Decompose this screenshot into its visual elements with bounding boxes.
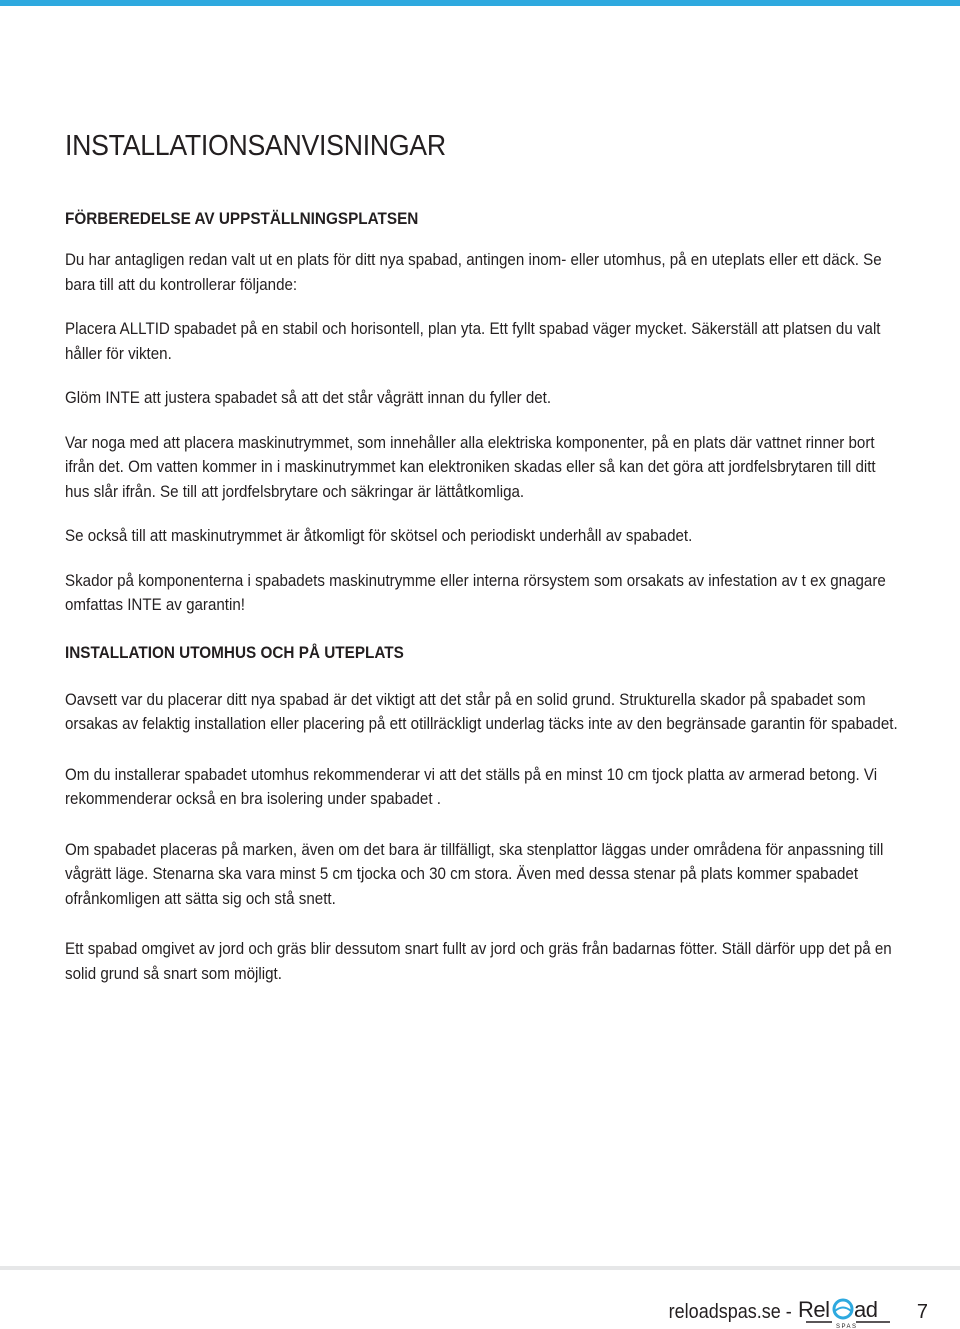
page-number: 7 (916, 1300, 928, 1323)
page-title: INSTALLATIONSANVISNINGAR (65, 130, 446, 162)
paragraph: Oavsett var du placerar ditt nya spabad är det viktigt att det står på en solid grund. Strukturella skador på spabadet som orsakas av felaktig installation eller placering på ett otillräckligt underlag täcks inte av den begränsade garantin för spabadet. (65, 689, 898, 733)
reload-spas-logo (798, 1295, 893, 1329)
paragraph: Skador på komponenterna i spabadets maskinutrymme eller interna rörsystem som orsakats av infestation av t ex gnagare omfattas INTE av garantin! (65, 570, 886, 614)
paragraph: Om du installerar spabadet utomhus rekommenderar vi att det ställs på en minst 10 cm tjock platta av armerad betong. Vi rekommenderar också en bra isolering under spabadet . (65, 764, 878, 808)
paragraph: Se också till att maskinutrymmet är åtkomligt för skötsel och periodiskt underhåll av spabadet. (65, 526, 693, 545)
paragraph: Du har antagligen redan valt ut en plats för ditt nya spabad, antingen inom- eller utomhus, på en uteplats eller ett däck. Se bara till att du kontrollerar följande: (65, 250, 882, 294)
paragraph: Ett spabad omgivet av jord och gräs blir dessutom snart fullt av jord och gräs från badarnas fötter. Ställ därför upp det på en solid grund så snart som möjligt. (65, 939, 892, 983)
svg-text:ad: ad (853, 1297, 878, 1322)
logo-sub-text: SPAS (835, 1324, 858, 1329)
website-link[interactable]: reloadspas.se - (668, 1300, 792, 1323)
logo-text-left: Rel (797, 1297, 830, 1322)
paragraph: Var noga med att placera maskinutrymmet, som innehåller alla elektriska komponenter, på en plats där vattnet rinner bort ifrån det. Om vatten kommer in i maskinutrymmet kan elektroniken skadas eller så kan det göra att jordfelsbrytaren till ditt hus slår ifrån. Se till att jordfelsbrytare och säkringar är lättåtkomliga. (65, 432, 876, 501)
paragraph: Placera ALLTID spabadet på en stabil och horisontell, plan yta. Ett fyllt spabad väger mycket. Säkerställ att platsen du valt håller för vikten. (65, 319, 881, 363)
paragraph: Glöm INTE att justera spabadet så att det står vågrätt innan du fyller det. (65, 388, 552, 407)
section-heading-outdoor-installation: INSTALLATION UTOMHUS OCH PÅ UTEPLATS (65, 642, 404, 662)
paragraph: Om spabadet placeras på marken, även om det bara är tillfälligt, ska stenplattor läggas under områdena för anpassning till vågrätt läge. Stenarna ska vara minst 5 cm tjocka och 30 cm stora. Även med dessa stenar på plats kommer spabadet ofrånkomligen att sätta sig och stå snett. (65, 839, 884, 908)
page-footer (655, 1295, 928, 1329)
footer-divider (0, 1266, 960, 1270)
page-content (65, 126, 898, 986)
top-accent-bar (0, 0, 960, 6)
section-heading-preparation: FÖRBEREDELSE AV UPPSTÄLLNINGSPLATSEN (65, 209, 419, 228)
